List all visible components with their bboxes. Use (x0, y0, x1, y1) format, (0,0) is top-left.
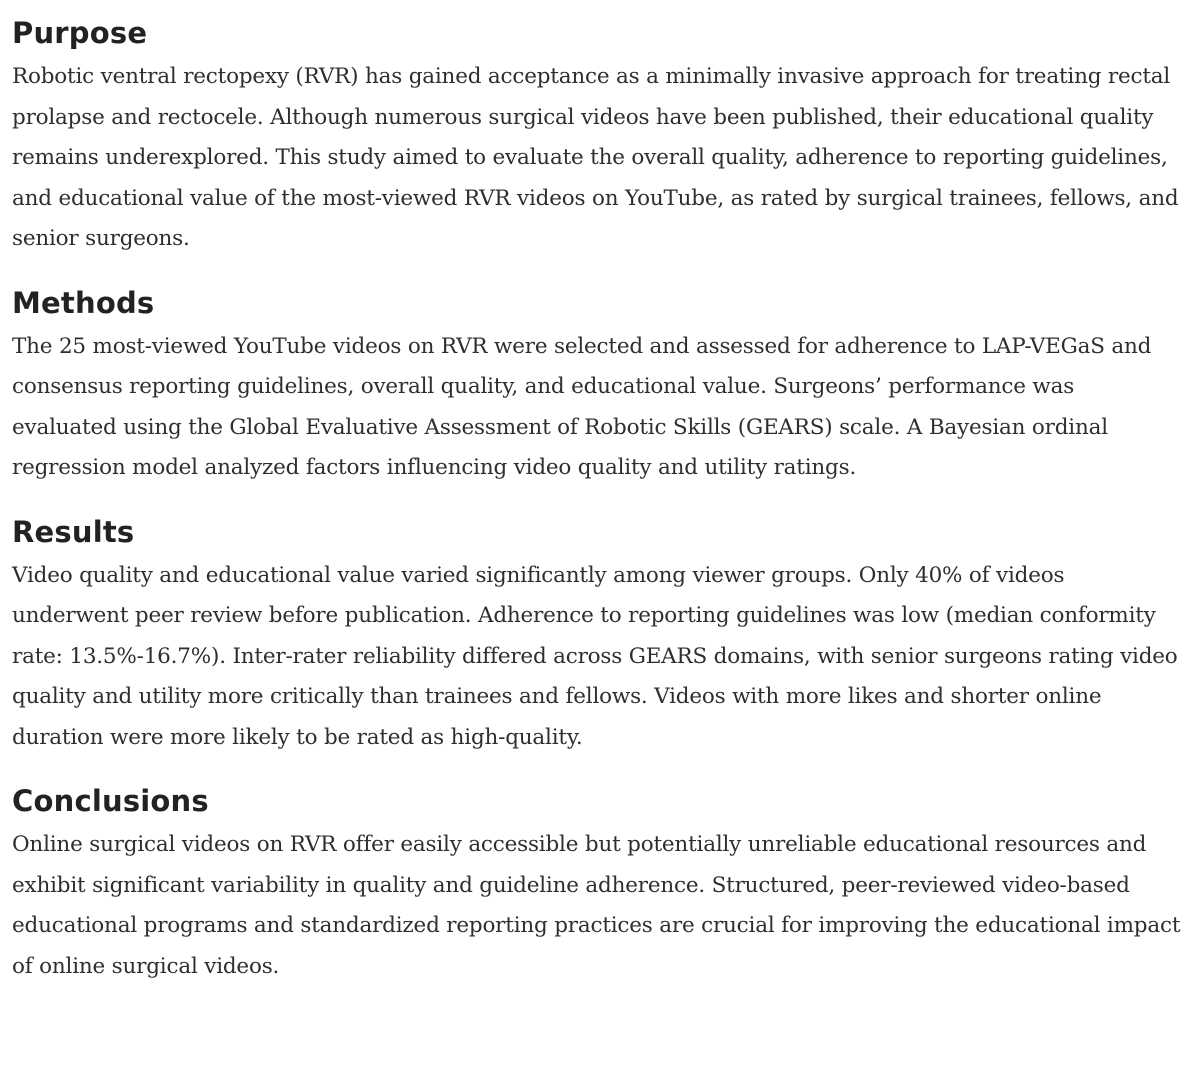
section-body-purpose: Robotic ventral rectopexy (RVR) has gained acceptance as a minimally invasive approach for treating rectal prolapse and rectocele. Although numerous surgical videos have been published, their educational quality remains underexplored. This study aimed to evaluate the overall quality, adherence to reporting guidelines, and educational value of the most-viewed RVR videos on YouTube, as rated by surgical trainees, fellows, and senior surgeons. (12, 64, 1179, 251)
section-methods (12, 282, 1185, 489)
section-body-results: Video quality and educational value varied significantly among viewer groups. Only 40% of videos underwent peer review before publication. Adherence to reporting guidelines was low (median conformity rate: 13.5%-16.7%). Inter-rater reliability differed across GEARS domains, with senior surgeons rating video quality and utility more critically than trainees and fellows. Videos with more likes and shorter online duration were more likely to be rated as high-quality. (12, 562, 1178, 750)
section-purpose (12, 12, 1185, 260)
section-conclusions (12, 780, 1185, 987)
section-results (12, 511, 1185, 759)
section-heading-results: Results (12, 514, 135, 549)
section-heading-purpose: Purpose (12, 16, 148, 50)
section-body-conclusions: Online surgical videos on RVR offer easily accessible but potentially unreliable educational resources and exhibit significant variability in quality and guideline adherence. Structured, peer-reviewed video-based educational programs and standardized reporting practices are crucial for improving the educational impact of online surgical videos. (12, 832, 1181, 979)
section-heading-methods: Methods (12, 285, 155, 320)
section-body-methods: The 25 most-viewed YouTube videos on RVR were selected and assessed for adherence to LAP-VEGaS and consensus reporting guidelines, overall quality, and educational value. Surgeons’ performance was evaluated using the Global Evaluative Assessment of Robotic Skills (GEARS) scale. A Bayesian ordinal regression model analyzed factors influencing video quality and utility ratings. (12, 333, 1152, 480)
section-heading-conclusions: Conclusions (12, 784, 209, 818)
